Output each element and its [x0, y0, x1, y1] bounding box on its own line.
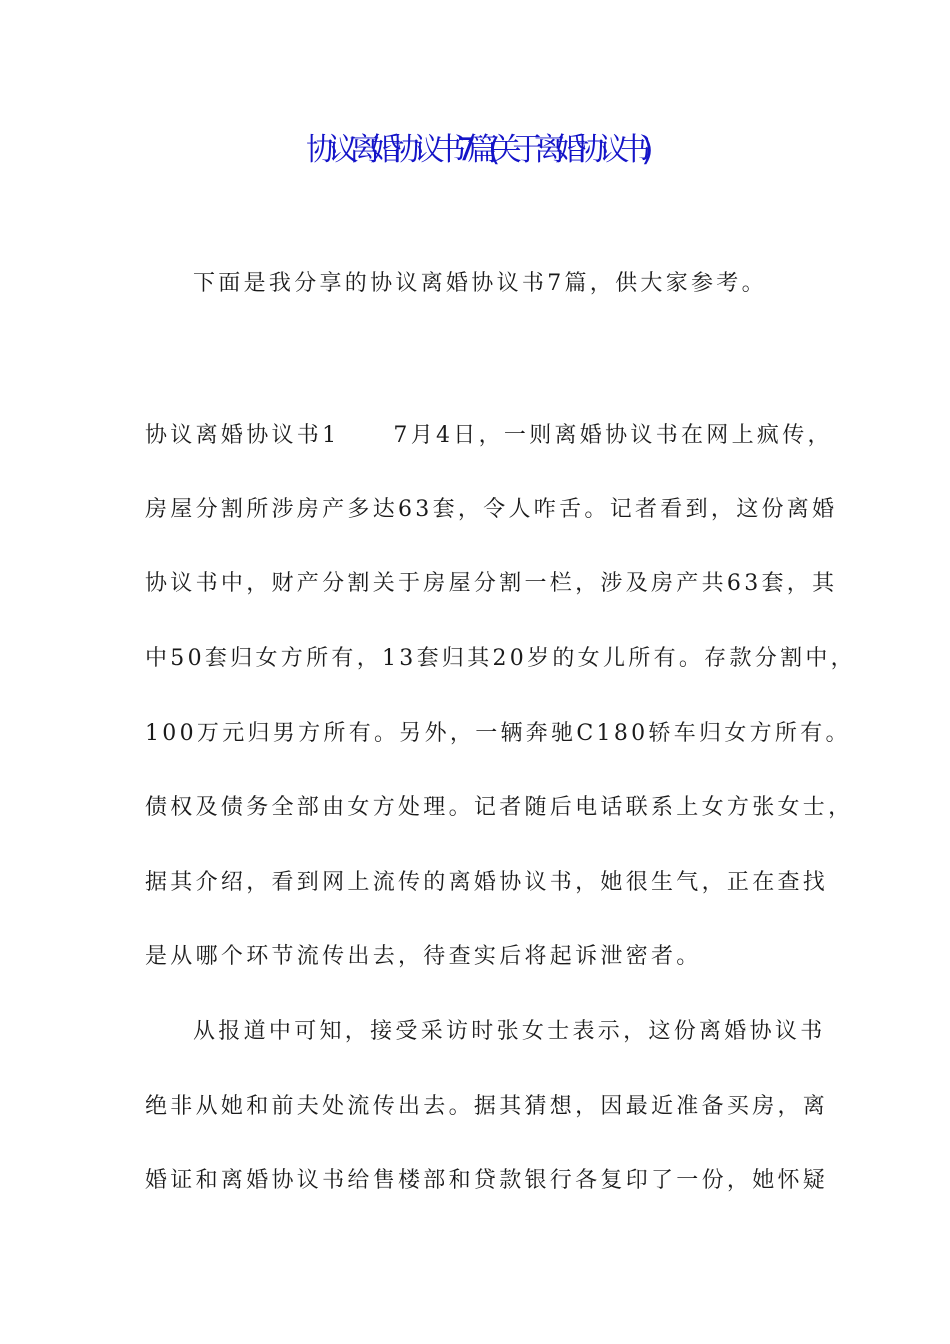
- section-heading: 协议离婚协议书1: [145, 423, 340, 448]
- paragraph2-line-0: 从报道中可知，接受采访时张女士表示，这份离婚协议书: [193, 1019, 826, 1044]
- paragraph1-line-4: 100万元归男方所有。另外，一辆奔驰C180轿车归女方所有。: [145, 721, 851, 746]
- paragraph2-line-1: 绝非从她和前夫处流传出去。据其猜想，因最近准备买房，离: [145, 1094, 829, 1119]
- intro-text: 下面是我分享的协议离婚协议书7篇，供大家参考。: [193, 271, 767, 296]
- paragraph1-line-6: 据其介绍，看到网上流传的离婚协议书，她很生气，正在查找: [145, 870, 829, 895]
- section-first-line: [145, 420, 833, 452]
- paragraph1-line-3: 中50套归女方所有，13套归其20岁的女儿所有。存款分割中，: [145, 646, 856, 671]
- paragraph1-line-2: 协议书中，财产分割关于房屋分割一栏，涉及房产共63套，其: [145, 571, 838, 596]
- paragraph1-line-1: 房屋分割所涉房产多达63套，令人咋舌。记者看到，这份离婚: [145, 497, 838, 522]
- paragraph1-line-7: 是从哪个环节流传出去，待查实后将起诉泄密者。: [145, 944, 702, 969]
- paragraph2-line-2: 婚证和离婚协议书给售楼部和贷款银行各复印了一份，她怀疑: [145, 1168, 829, 1193]
- paragraph1-line-0: 7月4日，一则离婚协议书在网上疯传，: [393, 423, 833, 448]
- document-title: 协议离婚协议书7篇(关于离婚协议书): [306, 132, 644, 168]
- paragraph1-line-5: 债权及债务全部由女方处理。记者随后电话联系上女方张女士，: [145, 795, 854, 820]
